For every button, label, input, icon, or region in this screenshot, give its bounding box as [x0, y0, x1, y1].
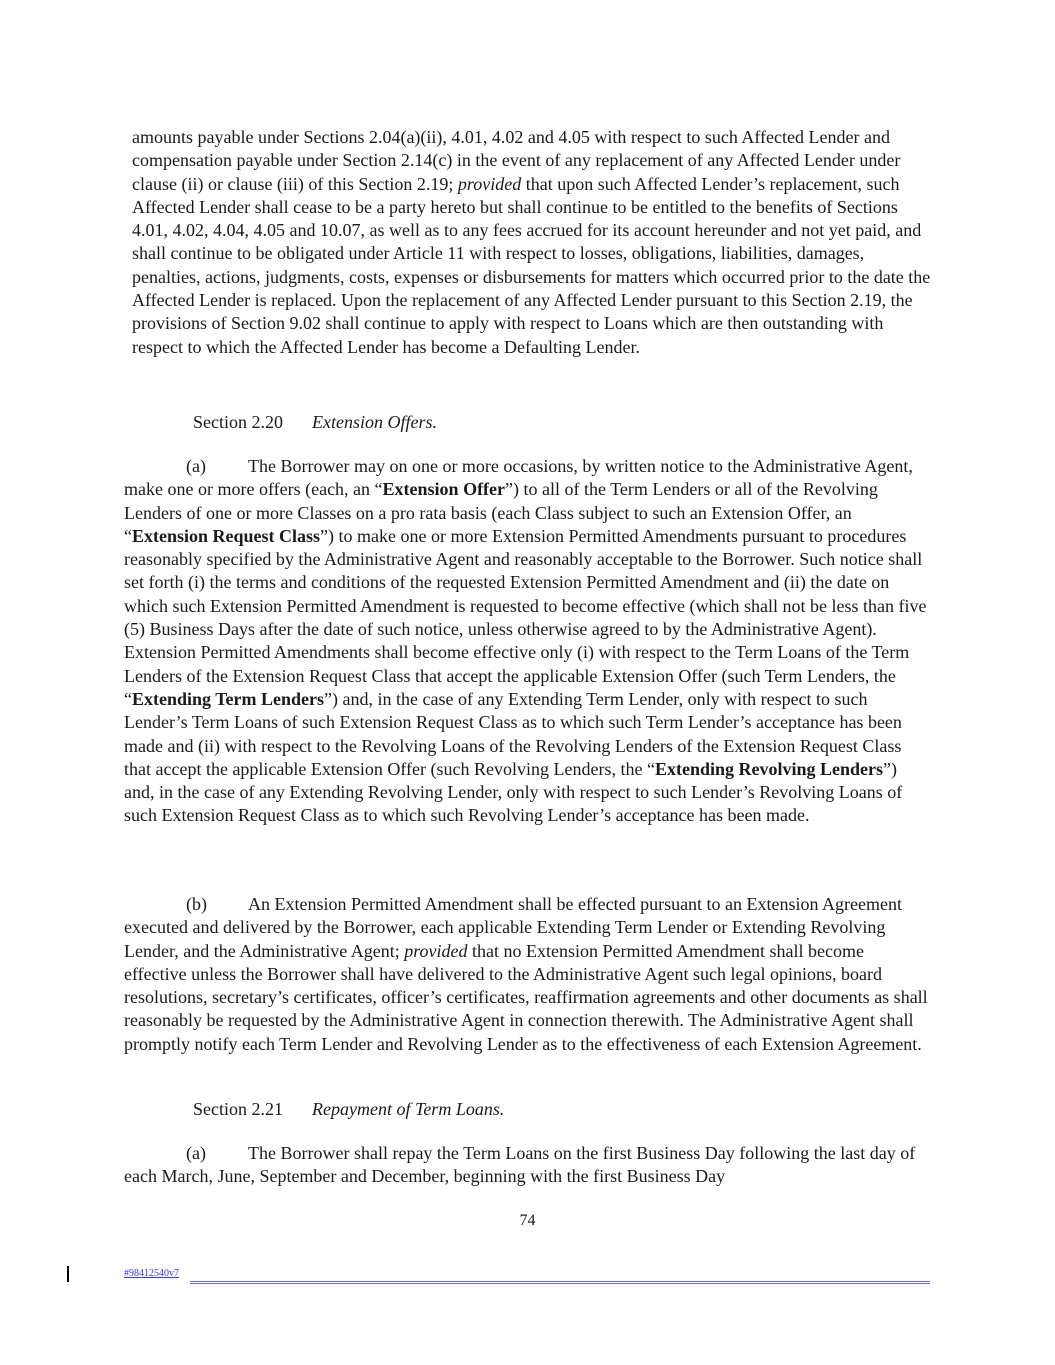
defined-term-extending-term-lenders: Extending Term Lenders — [132, 688, 325, 709]
clause-label: (a) — [186, 1143, 206, 1163]
continuation-text-2: that upon such Affected Lender’s replacement, such Affected Lender shall cease to be a party hereto but shall continue to be entitled to the benefits of Sections 4.01, 4.02, 4.04, 4.05 and 10.07, as well as to any fees accrued for its account hereunder and not yet paid, and shall continue to be obligated under Article 11 with respect to losses, obligations, liabilities, damages, penalties, actions, judgments, costs, expenses or disbursements for matters which occurred prior to the date the Affected Lender is replaced. Upon the replacement of any Affected Lender pursuant to this Section 2.19, the provisions of Section 9.02 shall continue to apply with respect to Loans which are then outstanding with respect to which the Affected Lender has become a Defaulting Lender. — [132, 173, 931, 357]
paragraph-a-extension-offers — [124, 455, 930, 828]
para-a-text-5: ”) and, in the case of any Extending Revolving Lender, only with respect to such Lender’s Revolving Loans of such Extension Request Class as to which such Revolving Lender’s acceptance has been made. — [124, 758, 903, 826]
para-b-text-1: An Extension Permitted Amendment shall be effected pursuant to an Extension Agreement executed and delivered by the Borrower, each applicable Extending Term Lender or Extending Revolving Lender, and the Administrative Agent; — [124, 894, 903, 961]
continuation-paragraph — [132, 126, 932, 359]
para-a-text-4: ”) and, in the case of any Extending Term Lender, only with respect to such Lender’s Term Loans of such Extension Request Class as to which such Term Lender’s acceptance has been made and (ii) with respect to the Revolving Loans of the Revolving Lenders of the Extension Request Class that accept the applicable Extension Offer (such Revolving Lenders, the “ — [124, 688, 902, 779]
revision-bar — [67, 1266, 69, 1282]
section-2-21-heading — [193, 1098, 504, 1121]
section-2-20-heading — [193, 411, 437, 434]
section-title: Repayment of Term Loans. — [312, 1099, 505, 1119]
defined-term-extension-request-class: Extension Request Class — [132, 525, 321, 546]
page-number: 74 — [519, 1212, 536, 1229]
para-a-text-3: ”) to make one or more Extension Permitted Amendments pursuant to procedures reasonably specified by the Administrative Agent and reasonably acceptable to the Borrower. Such notice shall set forth (i) the terms and conditions of the requested Extension Permitted Amendment and (ii) the date on which such Extension Permitted Amendment is requested to become effective (which shall not be less than five (5) Business Days after the date of such notice, unless otherwise agreed to by the Administrative Agent). Extension Permitted Amendments shall become effective only (i) with respect to the Term Loans of the Term Lenders of the Extension Request Class that accept the applicable Extension Offer (such Term Lenders, the “ — [124, 525, 927, 709]
provided-italic: provided — [457, 173, 522, 194]
section-number: Section 2.21 — [193, 1099, 283, 1119]
clause-label: (b) — [186, 894, 207, 914]
paragraph-a-repayment — [124, 1142, 930, 1189]
section-number: Section 2.20 — [193, 412, 283, 432]
provided-italic: provided — [404, 940, 468, 961]
paragraph-b-extension-agreement — [124, 893, 930, 1056]
para-a-text-2: ”) to all of the Term Lenders or all of the Revolving Lenders of one or more Classes on a pro rata basis (each Class subject to such an Extension Offer, an “ — [124, 479, 878, 546]
para-a-text-1: The Borrower may on one or more occasions, by written notice to the Administrative Agent, make one or more offers (each, an “ — [124, 456, 913, 500]
section-title: Extension Offers. — [312, 412, 437, 432]
footer-divider — [190, 1281, 930, 1284]
defined-term-extension-offer: Extension Offer — [382, 479, 506, 500]
continuation-text-1: amounts payable under Sections 2.04(a)(ii), 4.01, 4.02 and 4.05 with respect to such Affected Lender and compensation payable under Section 2.14(c) in the event of any replacement of any Affected Lender under clause (ii) or clause (iii) of this Section 2.19; — [132, 127, 901, 194]
clause-label: (a) — [186, 456, 206, 476]
para-b-text-2: that no Extension Permitted Amendment shall become effective unless the Borrower shall have delivered to the Administrative Agent such legal opinions, board resolutions, secretary’s certificates, officer’s certificates, reaffirmation agreements and other documents as shall reasonably be requested by the Administrative Agent in connection therewith. The Administrative Agent shall promptly notify each Term Lender and Revolving Lender as to the effectiveness of each Extension Agreement. — [124, 940, 928, 1054]
defined-term-extending-revolving-lenders: Extending Revolving Lenders — [654, 758, 884, 779]
para-c-text-1: The Borrower shall repay the Term Loans on the first Business Day following the last day of each March, June, September and December, beginning with the first Business Day — [124, 1143, 916, 1187]
document-id-link[interactable]: #98412540v7 — [124, 1268, 179, 1279]
